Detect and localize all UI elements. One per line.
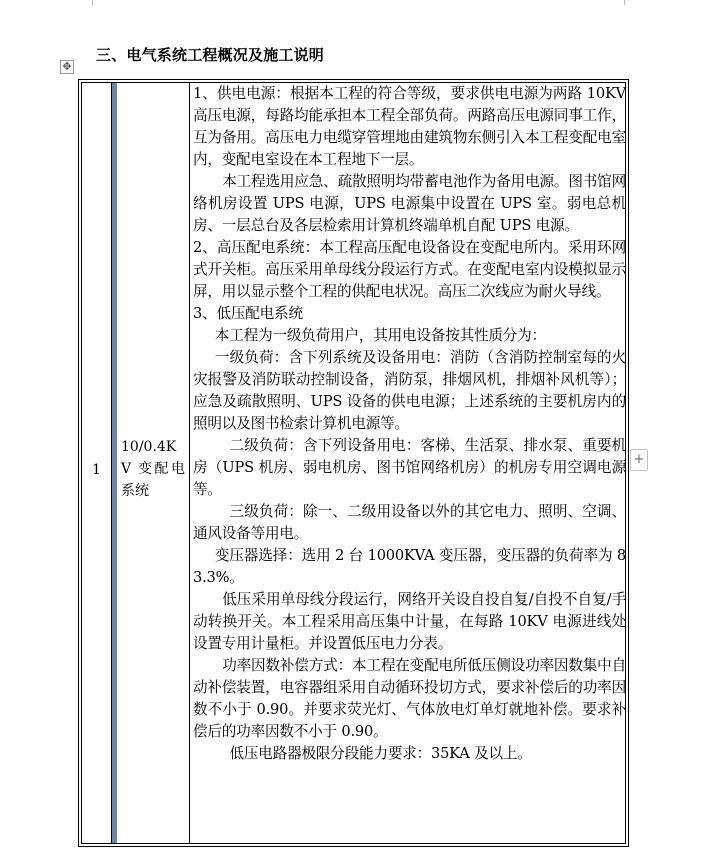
table-row: [81, 82, 626, 844]
paragraph-transformer: 变压器选择：选用 2 台 1000KVA 变压器，变压器的负荷率为 83.3%。: [193, 547, 626, 586]
section-heading: 三、电气系统工程概况及施工说明: [96, 46, 325, 64]
paragraph-class3-load: 三级负荷：除一、二级用设备以外的其它电力、照明、空调、通风设备等用电。: [193, 503, 626, 542]
spec-table: [78, 79, 629, 847]
page-margin-mark-right: [624, 0, 625, 5]
row-index: 1: [92, 462, 101, 478]
table-move-handle-icon[interactable]: ✥: [60, 60, 74, 74]
paragraph-breaker-capacity: 低压电路器极限分段能力要求：35KA 及以上。: [229, 745, 532, 762]
system-name: 10/0.4KV 变配电系统: [121, 439, 185, 499]
index-cell[interactable]: [82, 83, 112, 843]
paragraph-hv-distribution: 2、高压配电系统：本工程高压配电设备设在变配电所内。采用环网式开关柜。高压采用单母线分段运行方式。在变配电室内设模拟显示屏，用以显示整个工程的供配电状况。高压二次线应为耐火导线。: [193, 239, 626, 300]
paragraph-class1-load: 一级负荷：含下列系统及设备用电：消防（含消防控制室每的火灾报警及消防联动控制设备，消防泵，排烟风机，排烟补风机等）；应急及疏散照明、UPS 设备的供电电源；上述系统的主要机房内的照明以及图书检索计算机电源等。: [193, 349, 626, 432]
paragraph-lv-heading: 3、低压配电系统: [193, 305, 303, 322]
paragraph-load-intro: 本工程为一级负荷用户，其用电设备按其性质分为：: [214, 327, 546, 344]
add-column-button[interactable]: +: [630, 449, 648, 471]
page-margin-mark-left: [92, 0, 93, 5]
description-cell[interactable]: [193, 83, 626, 765]
paragraph-backup-power: 本工程选用应急、疏散照明均带蓄电池作为备用电源。图书馆网络机房设置 UPS 电源，UPS 电源集中设置在 UPS 室。弱电总机房、一层总台及各层检索用计算机终端单机自配 UPS 电源。: [193, 173, 626, 234]
paragraph-class2-load: 二级负荷：含下列设备用电：客梯、生活泵、排水泵、重要机房（UPS 机房、弱电机房、图书馆网络机房）的机房专用空调电源等。: [193, 437, 626, 498]
paragraph-power-supply: 1、供电电源：根据本工程的符合等级，要求供电电源为两路 10KV 高压电源，每路均能承担本工程全部负荷。两路高压电源同事工作，互为备用。高压电力电缆穿管埋地由建筑物东侧引入本工程变配电室内，变配电室设在本工程地下一层。: [193, 85, 626, 168]
paragraph-power-factor: 功率因数补偿方式：本工程在变配电所低压侧设功率因数集中自动补偿装置，电容器组采用自动循环投切方式，要求补偿后的功率因数不小于 0.90。并要求荧光灯、气体放电灯单灯就地补偿。要求补偿后的功率因数不小于 0.90。: [193, 657, 626, 740]
system-cell[interactable]: [117, 83, 190, 843]
paragraph-lv-operation: 低压采用单母线分段运行，网络开关设自投自复/自投不自复/手动转换开关。本工程采用高压集中计量，在每路 10KV 电源进线处设置专用计量柜。并设置低压电力分表。: [193, 591, 626, 652]
